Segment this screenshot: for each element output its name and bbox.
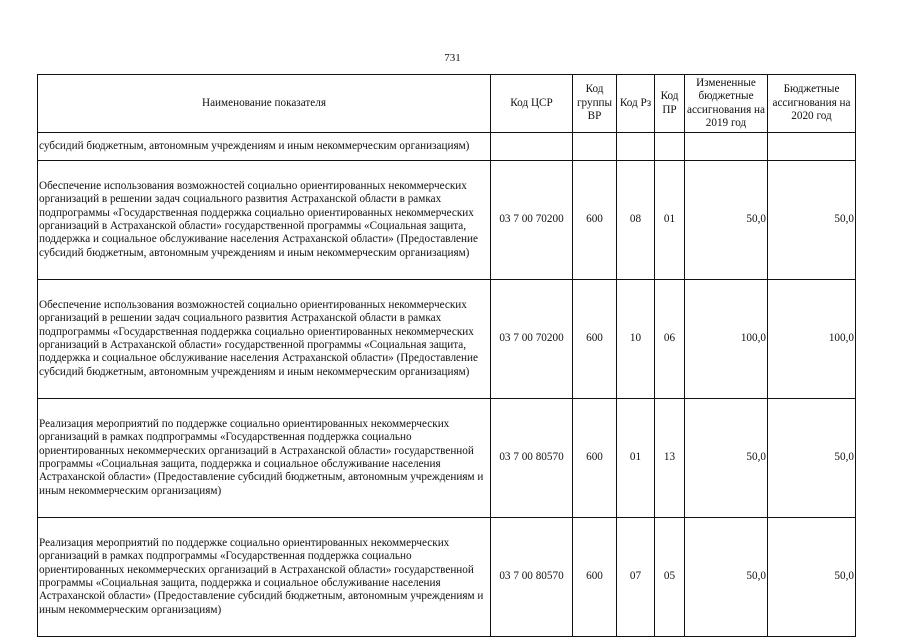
column-header-pr: Код ПР xyxy=(655,75,685,133)
column-header-name: Наименование показателя xyxy=(38,75,491,133)
row-rz-cell xyxy=(617,133,655,161)
table-row xyxy=(38,133,856,161)
row-csr-cell: 03 7 00 70200 xyxy=(491,280,573,399)
row-csr-cell: 03 7 00 80570 xyxy=(491,518,573,637)
row-csr-cell: 03 7 00 80570 xyxy=(491,399,573,518)
row-csr-cell: 03 7 00 70200 xyxy=(491,161,573,280)
row-sum-2019-cell: 100,0 xyxy=(685,280,768,399)
row-vr-cell: 600 xyxy=(573,161,617,280)
row-vr-cell: 600 xyxy=(573,399,617,518)
row-rz-cell: 10 xyxy=(617,280,655,399)
row-sum-2020-cell: 50,0 xyxy=(768,399,856,518)
row-sum-2019-cell: 50,0 xyxy=(685,399,768,518)
row-sum-2019-cell: 50,0 xyxy=(685,518,768,637)
row-name-cell: Обеспечение использования возможностей социально ориентированных некоммерческих организаций в решении задач социального развития Астраханской области в рамках подпрограммы «Государственная поддержка социально ориентированных некоммерческих организаций в Астраханской области» государственной программы «Социальная защита, поддержка и социальное обслуживание населения Астраханской области» (Предоставление субсидий бюджетным, автономным учреждениям и иным некоммерческим организациям) xyxy=(38,161,491,280)
row-sum-2019-cell xyxy=(685,133,768,161)
table-row xyxy=(38,399,856,518)
row-rz-cell: 01 xyxy=(617,399,655,518)
row-rz-cell: 07 xyxy=(617,518,655,637)
column-header-csr: Код ЦСР xyxy=(491,75,573,133)
table-row xyxy=(38,518,856,637)
row-vr-cell xyxy=(573,133,617,161)
table-header-row xyxy=(38,75,856,133)
column-header-sum-2019: Измененные бюджетные ассигнования на 2019 год xyxy=(685,75,768,133)
row-sum-2019-cell: 50,0 xyxy=(685,161,768,280)
row-name-cell: Реализация мероприятий по поддержке социально ориентированных некоммерческих организаций в рамках подпрограммы «Государственная поддержка социально ориентированных некоммерческих организаций в Астраханской области» государственной программы «Социальная защита, поддержка и социальное обслуживание населения Астраханской области» (Предоставление субсидий бюджетным, автономным учреждениям и иным некоммерческим организациям) xyxy=(38,518,491,637)
row-sum-2020-cell xyxy=(768,133,856,161)
row-pr-cell: 13 xyxy=(655,399,685,518)
row-name-cell: Обеспечение использования возможностей социально ориентированных некоммерческих организаций в решении задач социального развития Астраханской области в рамках подпрограммы «Государственная поддержка социально ориентированных некоммерческих организаций в Астраханской области» государственной программы «Социальная защита, поддержка и социальное обслуживание населения Астраханской области» (Предоставление субсидий бюджетным, автономным учреждениям и иным некоммерческим организациям) xyxy=(38,280,491,399)
column-header-sum-2020: Бюджетные ассигнования на 2020 год xyxy=(768,75,856,133)
row-name-cell: Реализация мероприятий по поддержке социально ориентированных некоммерческих организаций в рамках подпрограммы «Государственная поддержка социально ориентированных некоммерческих организаций в Астраханской области» государственной программы «Социальная защита, поддержка и социальное обслуживание населения Астраханской области» (Предоставление субсидий бюджетным, автономным учреждениям и иным некоммерческим организациям) xyxy=(38,399,491,518)
row-vr-cell: 600 xyxy=(573,280,617,399)
row-csr-cell xyxy=(491,133,573,161)
row-sum-2020-cell: 50,0 xyxy=(768,518,856,637)
table-row xyxy=(38,161,856,280)
column-header-vr: Код группы ВР xyxy=(573,75,617,133)
row-pr-cell: 01 xyxy=(655,161,685,280)
row-rz-cell: 08 xyxy=(617,161,655,280)
row-pr-cell: 05 xyxy=(655,518,685,637)
row-sum-2020-cell: 100,0 xyxy=(768,280,856,399)
row-sum-2020-cell: 50,0 xyxy=(768,161,856,280)
row-name-cell: субсидий бюджетным, автономным учреждениям и иным некоммерческим организациям) xyxy=(38,133,491,161)
row-pr-cell: 06 xyxy=(655,280,685,399)
table-row xyxy=(38,280,856,399)
page-number: 731 xyxy=(444,52,461,64)
row-pr-cell xyxy=(655,133,685,161)
row-vr-cell: 600 xyxy=(573,518,617,637)
column-header-rz: Код Рз xyxy=(617,75,655,133)
budget-table xyxy=(37,74,856,637)
